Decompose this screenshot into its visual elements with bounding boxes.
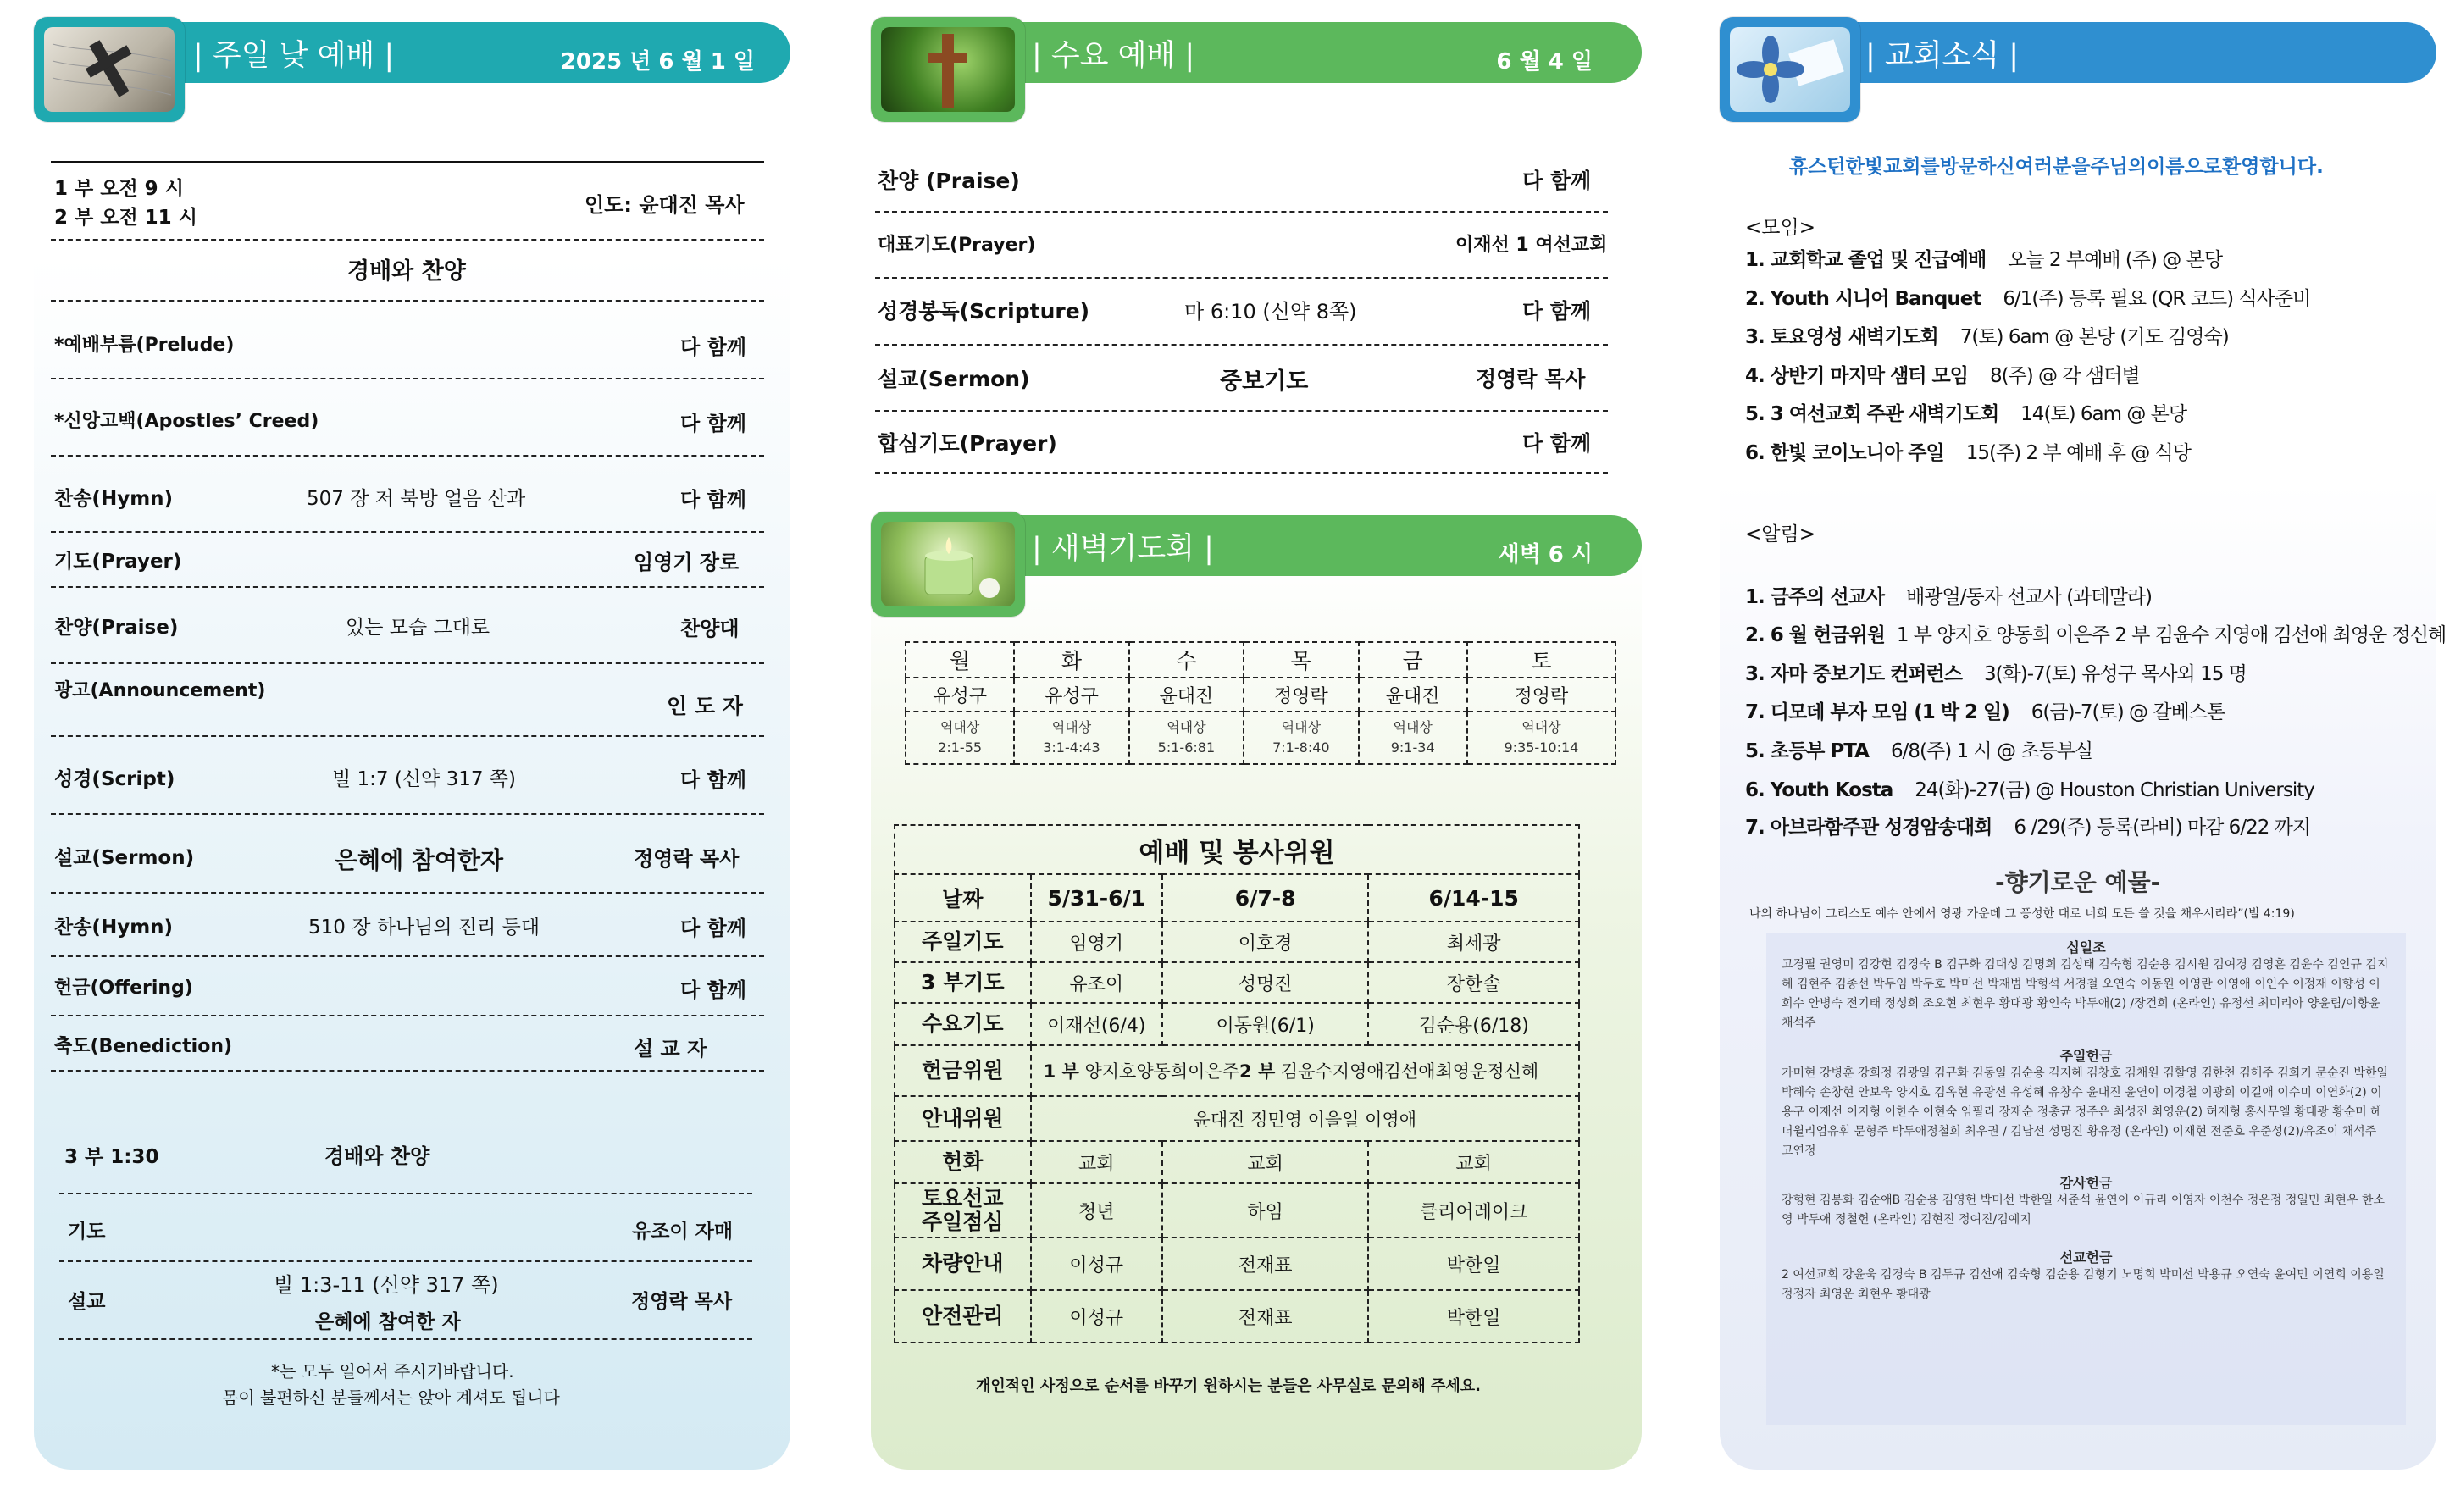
sunday-row-by: 다 함께 [680, 412, 746, 435]
sunday-row-divider [51, 955, 764, 957]
servants-cell: 임영기 [1031, 922, 1162, 962]
sunday-row-item: 기도(Prayer) [54, 551, 182, 573]
wednesday-row-by: 이재선 1 여선교회 [1455, 235, 1608, 256]
wednesday-header-title: | 수요 예배 | [1032, 39, 1195, 73]
servants-cell: 이성규 [1031, 1238, 1162, 1290]
offering-group-2: 2 부 [1239, 1061, 1276, 1082]
bible-cross-image [44, 27, 175, 112]
servants-row [895, 1238, 1579, 1290]
notice-detail: 1 부 양지호 양동희 이은주 2 부 김윤수 지영애 김선애 최영운 정신혜 [1896, 624, 2447, 646]
sunday-thumbnail-frame [34, 17, 185, 122]
dawn-verse-cell [1359, 712, 1467, 764]
dawn-verse-cell [906, 712, 1014, 764]
servants-header-cell: 날짜 [895, 874, 1031, 922]
wooden-cross-icon [881, 27, 1015, 112]
dawn-leader-cell: 윤대진 [1129, 678, 1244, 712]
servants-row [895, 1045, 1579, 1096]
sunday-header-date: 2025 년 6 월 1 일 [560, 49, 755, 75]
wednesday-row-divider [875, 410, 1608, 412]
servants-cell: 장한솔 [1368, 962, 1579, 1003]
dawn-leader-cell: 유성구 [1014, 678, 1128, 712]
servants-title: 예배 및 봉사위원 [895, 825, 1579, 874]
wednesday-row-item: 대표기도(Prayer) [878, 235, 1036, 256]
servants-row [895, 1290, 1579, 1343]
third-prayer-by: 유조이 자매 [632, 1221, 734, 1243]
dawn-leader-cell: 정영락 [1244, 678, 1358, 712]
servants-row-label: 수요기도 [895, 1003, 1031, 1045]
notice-item [1745, 774, 2314, 802]
welcome-message: 휴스턴한빛교회를방문하신여러분을주님의이름으로환영합니다. [1789, 156, 2324, 178]
servants-cell: 교회 [1031, 1141, 1162, 1183]
sunday-row-by: 찬양대 [680, 617, 740, 640]
wednesday-row-item: 합심기도(Prayer) [878, 431, 1057, 456]
notice-item [1745, 581, 2152, 609]
sunday-row-by: 인 도 자 [667, 694, 743, 718]
offerings-box [1766, 933, 2406, 1425]
cross-icon [44, 27, 175, 112]
standing-note: *는 모두 일어서 주시기바랍니다. [271, 1361, 514, 1382]
sunday-row-item: 찬송(Hymn) [54, 488, 174, 510]
sunday-row-item: 헌금(Offering) [54, 978, 193, 999]
gift-group-title: 주일헌금 [2059, 1048, 2113, 1064]
sunday-row-divider [51, 455, 764, 457]
dawn-verse-label: 2:1-55 [938, 739, 983, 756]
third-sermon-title: 은혜에 참여한 자 [315, 1311, 461, 1333]
servants-cell: 이동원(6/1) [1162, 1003, 1368, 1045]
servants-table [894, 824, 1580, 1343]
sunday-header-title: | 주일 낮 예배 | [193, 39, 395, 73]
dawn-day-cell: 금 [1359, 642, 1467, 678]
dawn-leader-cell: 정영락 [1467, 678, 1615, 712]
sunday-row-content: 빌 1:7 (신약 317 쪽) [332, 768, 516, 790]
dawn-days-row [906, 642, 1615, 678]
sunday-row-content: 510 장 하나님의 진리 등대 [308, 917, 540, 939]
candle-icon [881, 522, 1015, 606]
servants-row [895, 1141, 1579, 1183]
sunday-row-divider [51, 531, 764, 533]
flower-note-image [1730, 27, 1850, 112]
servants-row [895, 1183, 1579, 1238]
servants-row-label: 안전관리 [895, 1290, 1031, 1343]
sunday-row-divider [51, 813, 764, 815]
meeting-detail: 6/1(주) 등록 필요 (QR 코드) 식사준비 [2003, 287, 2311, 310]
dawn-verse-cell [1014, 712, 1128, 764]
sunday-row-divider [51, 662, 764, 664]
dawn-header-time: 새벽 6 시 [1498, 542, 1593, 568]
servants-row-label [895, 1183, 1031, 1238]
servants-cell: 이성규 [1031, 1290, 1162, 1343]
servants-header-cell: 6/7-8 [1162, 874, 1368, 922]
sunday-row-divider [51, 1070, 764, 1072]
meeting-head: 3. 토요영성 새벽기도회 [1745, 326, 1938, 348]
sunday-row-divider [51, 892, 764, 894]
gift-group-title: 십일조 [2066, 939, 2106, 955]
sunday-row-by: 정영락 목사 [634, 847, 740, 871]
notice-head: 3. 자마 중보기도 컨퍼런스 [1745, 663, 1962, 685]
sunday-row-by: 임영기 장로 [634, 551, 740, 574]
dawn-verse-cell [1244, 712, 1358, 764]
third-sermon-by: 정영락 목사 [631, 1291, 733, 1313]
dawn-leader-cell: 유성구 [906, 678, 1014, 712]
notice-detail: 배광열/동자 선교사 (과테말라) [1906, 586, 2153, 608]
notice-item [1745, 811, 2310, 839]
meeting-detail: 8(주) @ 각 샘터별 [1989, 364, 2140, 387]
leader-label: 인도: 윤대진 목사 [585, 193, 745, 217]
servants-row [895, 1096, 1579, 1141]
third-service-title: 경배와 찬양 [324, 1144, 430, 1168]
servants-row [895, 1003, 1579, 1045]
servants-title-row [895, 825, 1579, 874]
gift-title: -향기로운 예물- [1995, 868, 2161, 896]
notice-head: 5. 초등부 PTA [1745, 740, 1869, 762]
wednesday-row-divider [875, 211, 1608, 213]
news-header-title: | 교회소식 | [1865, 39, 2020, 73]
meeting-head: 2. Youth 시니어 Banquet [1745, 287, 1981, 310]
notice-item [1745, 658, 2247, 686]
notice-item [1745, 619, 2446, 647]
servants-cell: 전재표 [1162, 1238, 1368, 1290]
servants-cell: 교회 [1368, 1141, 1579, 1183]
sunday-row-by: 다 함께 [680, 768, 746, 792]
servants-cell: 최세광 [1368, 922, 1579, 962]
news-thumbnail-frame [1720, 17, 1860, 122]
meeting-head: 4. 상반기 마지막 샘터 모임 [1745, 364, 1968, 387]
wednesday-header-date: 6 월 4 일 [1496, 49, 1593, 75]
servants-label-line: 주일점심 [921, 1210, 1004, 1234]
meeting-item [1745, 283, 2310, 311]
notice-item [1745, 735, 2092, 763]
sunday-row-divider [51, 586, 764, 588]
wednesday-row-content: 마 6:10 (신약 8쪽) [1184, 300, 1357, 324]
gift-group-names: 강형현 김봉화 김순애B 김순용 김영헌 박미선 박한일 서준석 윤연이 이규리 이영자 이천수 정은정 정일민 최현우 한소영 박두애 정철헌 (온라인) 김현진 정여진/김예지 [1782, 1194, 2385, 1227]
dawn-header-title: | 새벽기도회 | [1032, 532, 1214, 566]
wednesday-row-by: 정영락 목사 [1476, 367, 1586, 391]
servants-cell: 유조이 [1031, 962, 1162, 1003]
dawn-verse-label: 3:1-4:43 [1043, 739, 1100, 756]
meeting-item [1745, 398, 2186, 426]
meeting-head: 1. 교회학교 졸업 및 진급예배 [1745, 249, 1987, 271]
sunday-row-by: 설 교 자 [634, 1037, 707, 1061]
gift-group-names: 고경필 권영미 김강현 김경숙 B 김규화 김대성 김명희 김성태 김숙형 김순용 김시원 김여경 김영훈 김윤수 김인규 김지혜 김현주 김종선 박두임 박두호 박미선 박재범 박형석 서경철 오연숙 이동원 이영란 이영애 이인수 이정재 이향성 이희수 안병숙 전기태 정성희 조오현 최현우 황대광 황인숙 박두애(2) /장건희 (온라인) 유정선 최미리아 양윤림/이향윤 채석주 [1782, 958, 2389, 1030]
dawn-day-cell: 수 [1129, 642, 1244, 678]
gift-group-names: 가미현 강병훈 강희정 김광일 김규화 김동일 김순용 김지혜 김창호 김채원 김할영 김한천 김해주 김희기 문순진 박한일 박혜숙 손창현 안보욱 양지호 김옥현 유광선 유성혜 유창수 윤대진 윤연이 이경철 이광희 이길애 이수미 이연화(2) 이용구 이재선 이지형 이한수 이현숙 임필리 장재순 정총균 정주은 최성진 최영운(2) 허재형 홍사무엘 황대광 황순미 헤더윌리엄유휘 문형주 박두애정철희 최우권 / 김남선 성명진 황유정 (온라인) 이재현 전준호 우준성(2)/유조이 채석주 고연정 [1782, 1066, 2388, 1158]
meetings-title: <모임> [1745, 217, 1815, 239]
servants-header-cell: 6/14-15 [1368, 874, 1579, 922]
sunday-row-item: *신앙고백(Apostles’ Creed) [54, 411, 319, 432]
sunday-row-by: 다 함께 [680, 335, 746, 359]
servants-merged-cell [1031, 1045, 1579, 1096]
servants-cell: 청년 [1031, 1183, 1162, 1238]
dawn-verse-label: 5:1-6:81 [1157, 739, 1216, 756]
third-sermon-label: 설교 [68, 1291, 106, 1313]
wednesday-row-divider [875, 472, 1608, 474]
sunday-row-item: *예배부름(Prelude) [54, 335, 235, 356]
servants-label-line: 토요선교 [921, 1186, 1004, 1210]
meeting-item [1745, 360, 2140, 388]
servants-cell: 전재표 [1162, 1290, 1368, 1343]
dawn-leader-cell: 윤대진 [1359, 678, 1467, 712]
wednesday-row-item: 성경봉독(Scripture) [878, 299, 1090, 324]
wednesday-row-by: 다 함께 [1522, 299, 1592, 324]
sunday-row-divider [51, 378, 764, 379]
dawn-book-label: 역대상 [1393, 719, 1433, 735]
dawn-book-label: 역대상 [1167, 719, 1206, 735]
servants-cell: 교회 [1162, 1141, 1368, 1183]
dawn-verse-label: 7:1-8:40 [1272, 739, 1330, 756]
notice-head: 6. Youth Kosta [1745, 779, 1893, 801]
dawn-schedule-table [905, 641, 1616, 765]
gift-verse: 나의 하나님이 그리스도 예수 안에서 영광 가운데 그 풍성한 대로 너희 모든 쓸 것을 채우시리라”(빌 4:19) [1749, 907, 2295, 921]
dawn-day-cell: 목 [1244, 642, 1358, 678]
dawn-book-label: 역대상 [1051, 719, 1092, 735]
servants-cell: 이재선(6/4) [1031, 1003, 1162, 1045]
servants-row-label: 3 부기도 [895, 962, 1031, 1003]
sunday-row-by: 다 함께 [680, 488, 746, 512]
wooden-cross-image [881, 27, 1015, 112]
sunday-row-divider [51, 735, 764, 737]
third-sermon-ref: 빌 1:3-11 (신약 317 쪽) [274, 1273, 499, 1297]
notice-detail: 6(금)-7(토) @ 갈베스톤 [2031, 701, 2225, 723]
service-time-1: 1 부 오전 9 시 [54, 178, 184, 200]
dawn-verse-cell [1467, 712, 1615, 764]
servants-row [895, 922, 1579, 962]
sunday-row-item: 성경(Script) [54, 768, 175, 790]
dawn-book-label: 역대상 [939, 719, 980, 735]
servants-row-label: 안내위원 [895, 1096, 1031, 1141]
gift-group-names: 2 여선교회 강윤욱 김경숙 B 김두규 김선애 김숙형 김순용 김형기 노명희 박미선 박용규 오연숙 윤여민 이연희 이용일 정정자 최영운 최현우 황대광 [1782, 1268, 2385, 1301]
servants-cell: 박한일 [1368, 1290, 1579, 1343]
meeting-head: 5. 3 여선교회 주관 새벽기도회 [1745, 403, 1999, 425]
notice-head: 1. 금주의 선교사 [1745, 586, 1885, 608]
meeting-detail: 15(주) 2 부 예배 후 @ 식당 [1965, 441, 2191, 464]
servants-cell: 클리어레이크 [1368, 1183, 1579, 1238]
meeting-item [1745, 321, 2229, 349]
notice-head: 2. 6 월 헌금위원 [1745, 624, 1885, 646]
wednesday-row-by: 다 함께 [1522, 169, 1592, 193]
dawn-leaders-row [906, 678, 1615, 712]
servants-cell: 이호경 [1162, 922, 1368, 962]
servants-header-row [895, 874, 1579, 922]
meeting-item [1745, 244, 2222, 272]
servants-row-label: 헌금위원 [895, 1045, 1031, 1096]
servants-header-cell: 5/31-6/1 [1031, 874, 1162, 922]
third-prayer-label: 기도 [68, 1221, 106, 1243]
servants-cell: 박한일 [1368, 1238, 1579, 1290]
dawn-verses-row [906, 712, 1615, 764]
dawn-book-label: 역대상 [1281, 719, 1322, 735]
servants-cell: 성명진 [1162, 962, 1368, 1003]
offering-names-1: 양지호양동희이은주 [1078, 1061, 1240, 1082]
sunday-row-divider [51, 1015, 764, 1016]
meeting-detail: 오늘 2 부예배 (주) @ 본당 [2008, 249, 2223, 271]
wednesday-row-divider [875, 277, 1608, 279]
sunday-row-content: 은혜에 참여한자 [335, 846, 504, 874]
flower-icon [1730, 27, 1850, 112]
service-time-2: 2 부 오전 11 시 [54, 207, 197, 229]
wednesday-row-divider [875, 344, 1608, 346]
wednesday-row-item: 설교(Sermon) [878, 367, 1030, 391]
servants-note: 개인적인 사정으로 순서를 바꾸기 원하시는 분들은 사무실로 문의해 주세요. [976, 1377, 1481, 1395]
meeting-detail: 7(토) 6am @ 본당 (기도 김영숙) [1959, 326, 2229, 348]
seated-note: 몸이 불편하신 분들께서는 앉아 계셔도 됩니다 [222, 1387, 560, 1408]
gift-group-title: 감사헌금 [2059, 1175, 2113, 1191]
meeting-item [1745, 437, 2191, 465]
gift-group-title: 선교헌금 [2059, 1249, 2113, 1266]
dawn-verse-cell [1129, 712, 1244, 764]
servants-row-label: 주일기도 [895, 922, 1031, 962]
wednesday-thumbnail-frame [871, 17, 1025, 122]
sunday-row-item: 찬양(Praise) [54, 617, 179, 639]
sunday-row-item: 찬송(Hymn) [54, 917, 174, 939]
servants-row-label: 차량안내 [895, 1238, 1031, 1290]
wednesday-row-item: 찬양 (Praise) [878, 169, 1020, 193]
notice-detail: 3(화)-7(토) 유성구 목사외 15 명 [1983, 663, 2247, 685]
sunday-row-content: 있는 모습 그대로 [346, 617, 490, 639]
dawn-verse-label: 9:35-10:14 [1504, 739, 1579, 756]
dawn-verse-label: 9:1-34 [1390, 739, 1435, 756]
notice-detail: 24(화)-27(금) @ Houston Christian University [1915, 779, 2314, 801]
notice-item [1745, 696, 2225, 724]
meeting-head: 6. 한빛 코이노니아 주일 [1745, 441, 1944, 464]
dawn-day-cell: 월 [906, 642, 1014, 678]
sunday-row-item: 광고(Announcement) [54, 680, 266, 701]
dawn-book-label: 역대상 [1521, 719, 1561, 735]
dawn-day-cell: 화 [1014, 642, 1128, 678]
dawn-day-cell: 토 [1467, 642, 1615, 678]
servants-merged-cell: 윤대진 정민영 이을일 이영애 [1031, 1096, 1579, 1141]
candle-image [881, 522, 1015, 606]
offering-group-1: 1 부 [1043, 1061, 1079, 1082]
servants-cell: 하임 [1162, 1183, 1368, 1238]
sunday-row-by: 다 함께 [680, 917, 746, 940]
sunday-row-by: 다 함께 [680, 978, 746, 1002]
servants-row-label: 헌화 [895, 1141, 1031, 1183]
sunday-row-content: 507 장 저 북방 얼음 산과 [307, 488, 526, 510]
notice-detail: 6 /29(주) 등록(라비) 마감 6/22 까지 [2014, 817, 2311, 839]
meeting-detail: 14(토) 6am @ 본당 [2020, 403, 2187, 425]
offering-names-2: 김윤수지영애김선애최영운정신혜 [1275, 1061, 1539, 1082]
dawn-thumbnail-frame [871, 512, 1025, 617]
sunday-row-item: 축도(Benediction) [54, 1036, 233, 1057]
wednesday-row-by: 다 함께 [1522, 431, 1592, 456]
third-service-time: 3 부 1:30 [64, 1146, 159, 1168]
notice-detail: 6/8(주) 1 시 @ 초등부실 [1890, 740, 2093, 762]
notices-title: <알림> [1745, 523, 1815, 546]
servants-row [895, 962, 1579, 1003]
servants-cell: 김순용(6/18) [1368, 1003, 1579, 1045]
sunday-section-title: 경배와 찬양 [347, 258, 466, 285]
notice-head: 7. 아브라함주관 성경암송대회 [1745, 817, 1992, 839]
notice-head: 7. 디모데 부자 모임 (1 박 2 일) [1745, 701, 2009, 723]
wednesday-row-content: 중보기도 [1220, 368, 1309, 395]
sunday-row-item: 설교(Sermon) [54, 847, 195, 869]
